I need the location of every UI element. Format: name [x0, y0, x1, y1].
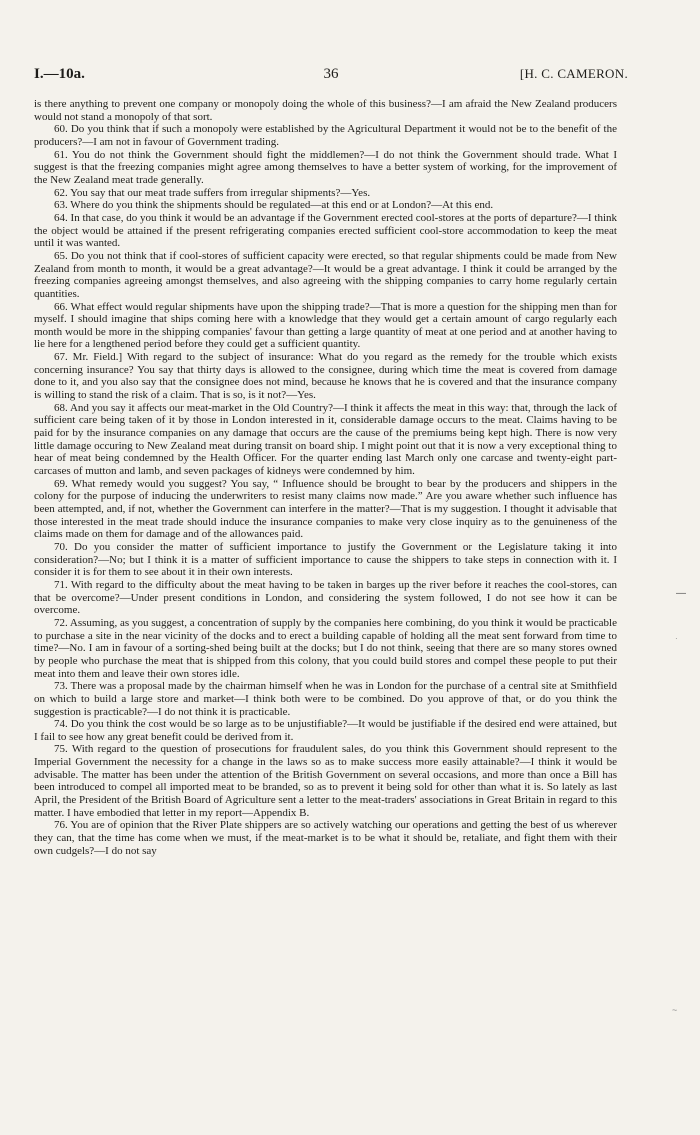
margin-pencil-mark: ~: [672, 1005, 678, 1015]
question-75: 75. With regard to the question of prosecutions for fraudulent sales, do you think this Government should represent to the Imperial Government the necessity for a change in the laws so as to make success more easily attainable?—I think it would be advisable. The matter has been under the attention of the British Government on several occasions, and more than once a Bill has been introduced to compel all imported meat to be branded, so as to prevent it being sold for other than what it is. So lately as last April, the President of the British Board of Agriculture sent a letter to the meat-traders' associations in Great Britain in regard to this matter. I have embodied that letter in my report—Appendix B.: [34, 743, 617, 819]
question-70: 70. Do you consider the matter of sufficient importance to justify the Government or the Legislature taking it into consideration?—No; but I think it is a matter of sufficient importance to cause the shippers to take steps in connection with it. I consider it is for them to see about it in their own interests.: [34, 540, 617, 579]
question-69: 69. What remedy would you suggest? You say, “ Influence should be brought to bear by the producers and shippers in the colony for the purpose of inducing the underwriters to resist many claims now made.” Are you aware whether such influence has been attempted, and, if not, whether the Government can interfere in the matter?—That is my suggestion. I thought it advisable that those interested in the meat trade should induce the insurance companies to make very close inquiry as to the genuineness of the claims made on them for damage and of the allowances paid.: [34, 477, 617, 541]
question-66: 66. What effect would regular shipments have upon the shipping trade?—That is more a question for the shipping men than for myself. I should imagine that ships coming here with a knowledge that they would get a certain amount of cargo regularly each month would be more in the shipping companies' favour than getting a large quantity of meat at one period and at another having to lie here for a lengthened period before they could get a sufficient quantity.: [34, 300, 617, 351]
question-60: 60. Do you think that if such a monopoly were established by the Agricultural Department it would not be to the benefit of the producers?—I am not in favour of Government trading.: [34, 123, 617, 148]
margin-tick-mark: ·: [675, 634, 678, 643]
question-64: 64. In that case, do you think it would be an advantage if the Government erected cool-stores at the ports of departure?—I think the object would be attained if the present refrigerating companies erected sufficient cool-store accommodation to keep the meat until it was wanted.: [34, 211, 617, 250]
page-header: [34, 66, 628, 86]
witness-name: [H. C. CAMERON.: [519, 66, 628, 81]
question-72: 72. Assuming, as you suggest, a concentration of supply by the companies here combining, do you think it would be practicable to purchase a site in the near vicinity of the docks and to erect a building capable of holding all the meat sent forward from time to time?—No. I am in favour of a sorting-shed being built at the docks; but I do not think, seeing that there are so many stores owned by people who purchase the meat that is shipped from this colony, that you could build stores and compel these people to put their meat into them and leave their own stores idle.: [34, 616, 617, 680]
question-74: 74. Do you think the cost would be so large as to be unjustifiable?—It would be justifiable if the desired end were attained, but I fail to see how any great benefit could be derived from it.: [34, 718, 617, 743]
question-76: 76. You are of opinion that the River Plate shippers are so actively watching our operations and getting the best of us wherever they can, that the time has come when we must, if the meat-market is to be what it should be, retaliate, and fight them with their own cudgels?—I do not say: [34, 819, 617, 857]
question-68: 68. And you say it affects our meat-market in the Old Country?—I think it affects the meat in this way: that, through the lack of sufficient care being taken of it by those in London interested in it, considerable damage occurs to the meat. Claims having to be paid for by the insurance companies on any damage that occurs are the cause of the premiums being kept high. There is now very little damage occuring to New Zealand meat during transit on board ship. I might point out that it is now a very exceptional thing to hear of meat being condemned by the Health Officer. For the quarter ending last March only one carcase and twenty-eight part-carcases of mutton and lamb, and seven packages of kidneys were condemned by him.: [34, 401, 617, 478]
page-number: 36: [323, 66, 339, 82]
question-61: 61. You do not think the Government should fight the middlemen?—I do not think the Government should trade. What I suggest is that the freezing companies might agree among themselves to have a better system of working, for the improvement of the New Zealand meat trade generally.: [34, 148, 617, 186]
question-65: 65. Do you not think that if cool-stores of sufficient capacity were erected, so that regular shipments could be made from New Zealand from month to month, it would be a great advantage?—It would be a great advantage. I think it could be arranged by the freezing companies agreeing amongst themselves, and also agreeing with the shipping companies to carry home regularly certain quantities.: [34, 249, 617, 300]
question-63: 63. Where do you think the shipments should be regulated—at this end or at London?—At this end.: [54, 199, 494, 212]
question-73: 73. There was a proposal made by the chairman himself when he was in London for the purchase of a central site at Smithfield on which to build a large store and market—I think both were to be combined. Do you approve of that, or do you think the suggestion is practicable?—I do not think it is practicable.: [34, 680, 617, 718]
paragraph-continuation: is there anything to prevent one company or monopoly doing the whole of this business?—I am afraid the New Zealand producers would not stand a monopoly of that sort.: [34, 98, 617, 123]
question-67: 67. Mr. Field.] With regard to the subject of insurance: What do you regard as the remedy for the trouble which exists concerning insurance? You say that thirty days is allowed to the consignee, during which time the meat is covered from damage done to it, and you also say that the consignee does not mind, because he knows that he is covered and that the insurance company is willing to stand the risk of a claim. That is so, is it not?—Yes.: [34, 351, 617, 402]
question-71: 71. With regard to the difficulty about the meat having to be taken in barges up the river before it reaches the cool-stores, can that be overcome?—Under present conditions in London, and considering the system followed, I do not see how it can be overcome.: [34, 578, 617, 617]
margin-dash-mark: —: [676, 588, 686, 599]
question-62: 62. You say that our meat trade suffers from irregular shipments?—Yes.: [54, 186, 371, 199]
testimony-body: [34, 98, 617, 857]
document-reference: I.—10a.: [34, 66, 85, 82]
